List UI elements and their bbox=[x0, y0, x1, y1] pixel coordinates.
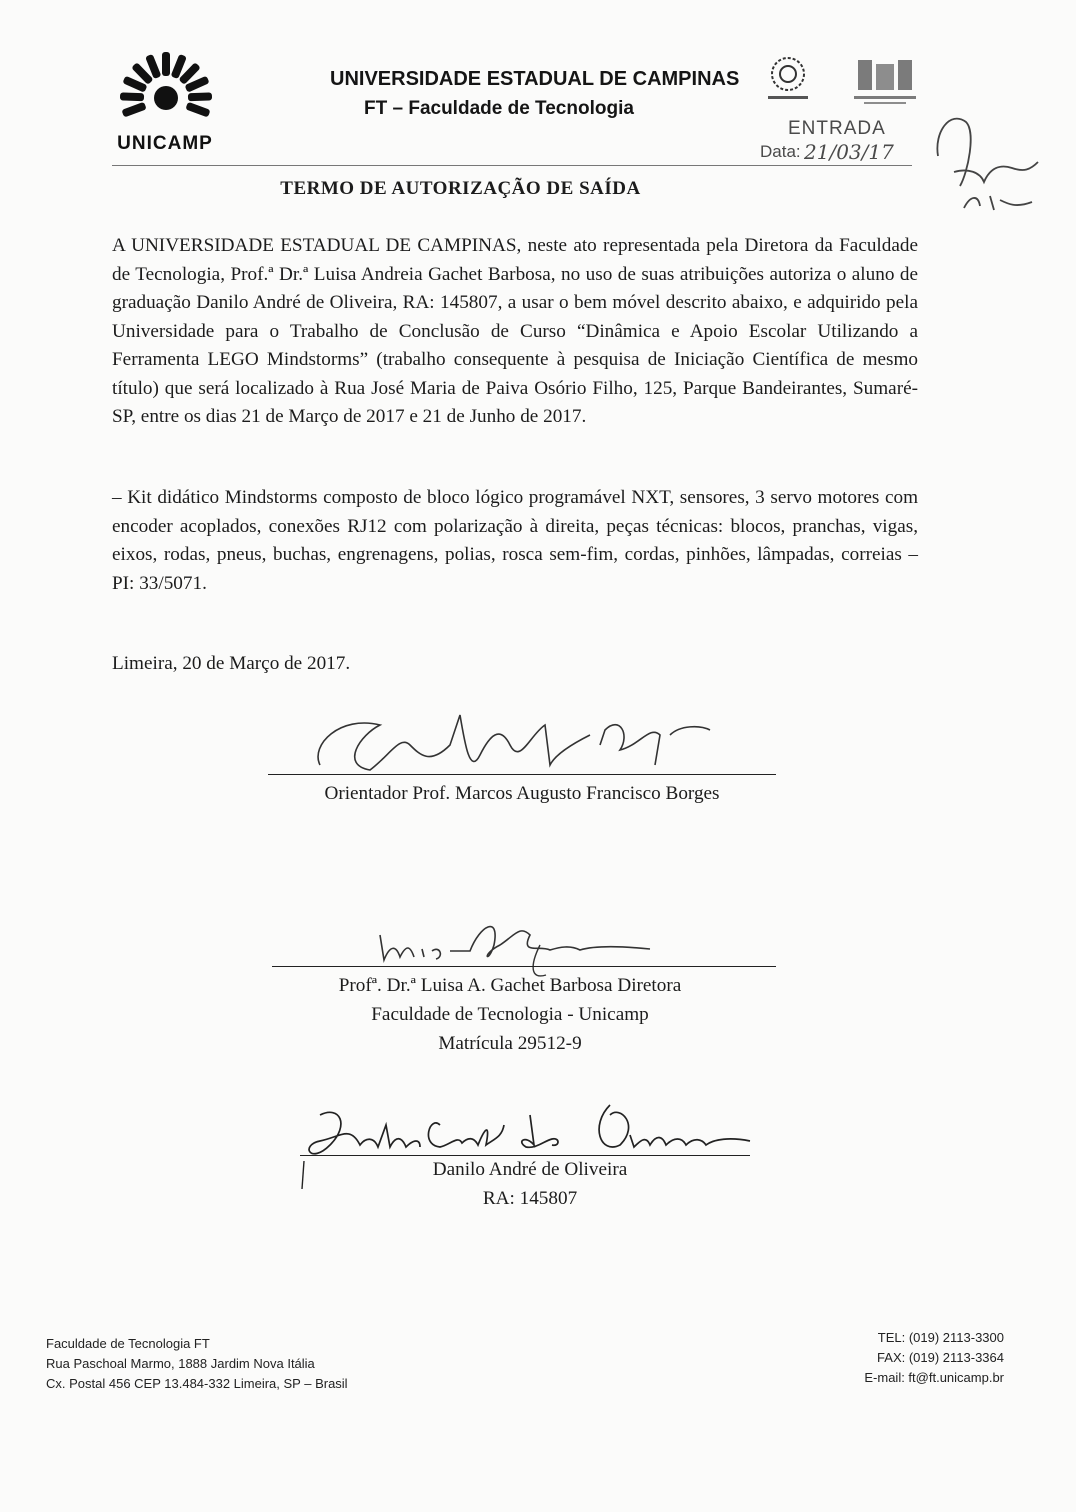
seal-icon bbox=[760, 50, 816, 106]
footer-email: E-mail: ft@ft.unicamp.br bbox=[864, 1370, 1004, 1385]
director-caption-name: Profª. Dr.ª Luisa A. Gachet Barbosa Diretora bbox=[338, 975, 682, 996]
footer-fax: FAX: (019) 2113-3364 bbox=[877, 1350, 1004, 1365]
logo-text: UNICAMP bbox=[117, 133, 213, 154]
item-description-paragraph: – Kit didático Mindstorms composto de bloco lógico programável NXT, sensores, 3 servo motores com encoder acoplados, conexões RJ12 com polarização à direita, peças técnicas: blocos, pranchas, vigas, eixos, rodas, pneus, buchas, engrenagens, polias, rosca sem-fim, cordas, pinhões, lâmpadas, correias – PI: 33/5071. bbox=[112, 487, 918, 594]
footer-tel: TEL: (019) 2113-3300 bbox=[877, 1330, 1004, 1345]
advisor-signature-icon bbox=[300, 695, 740, 795]
student-caption-ra: RA: 145807 bbox=[482, 1188, 578, 1209]
footer-street: Rua Paschoal Marmo, 1888 Jardim Nova Itália bbox=[46, 1356, 315, 1371]
stamp-date-value: 21/03/17 bbox=[804, 140, 894, 164]
place-date: Limeira, 20 de Março de 2017. bbox=[112, 653, 351, 674]
footer-address bbox=[46, 1334, 348, 1394]
footer-faculty: Faculdade de Tecnologia FT bbox=[46, 1336, 210, 1351]
emblem-icon bbox=[850, 54, 920, 110]
footer-contact bbox=[790, 1328, 1004, 1388]
header-divider bbox=[112, 165, 912, 166]
authorization-paragraph: A UNIVERSIDADE ESTADUAL DE CAMPINAS, neste ato representada pela Diretora da Faculdade de Tecnologia, Prof.ª Dr.ª Luisa Andreia Gachet Barbosa, no uso de suas atribuições autoriza o aluno de graduação Danilo André de Oliveira, RA: 145807, a usar o bem móvel descrito abaixo, e adquirido pela Universidade para o Trabalho de Conclusão de Curso “Dinâmica e Apoio Escolar Utilizando a Ferramenta LEGO Mindstorms” (trabalho consequente à pesquisa de Iniciação Científica de mesmo título) que será localizado à Rua José Maria de Paiva Osório Filho, 125, Parque Bandeirantes, Sumaré-SP, entre os dias 21 de Março de 2017 e 21 de Junho de 2017. bbox=[112, 235, 918, 427]
student-caption-name: Danilo André de Oliveira bbox=[432, 1159, 628, 1180]
faculty-name: FT – Faculdade de Tecnologia bbox=[364, 98, 634, 119]
director-caption-faculty: Faculdade de Tecnologia - Unicamp bbox=[371, 1004, 649, 1025]
stamp-date-label: Data: bbox=[760, 142, 801, 161]
director-signature-line bbox=[272, 966, 776, 967]
document-title: TERMO DE AUTORIZAÇÃO DE SAÍDA bbox=[280, 178, 641, 199]
stamp-label: ENTRADA bbox=[788, 118, 886, 139]
student-signature-line bbox=[300, 1155, 750, 1156]
footer-postal: Cx. Postal 456 CEP 13.484-332 Limeira, SP – Brasil bbox=[46, 1376, 348, 1391]
initials-signature-icon bbox=[920, 112, 1050, 222]
advisor-caption: Orientador Prof. Marcos Augusto Francisco Borges bbox=[324, 783, 720, 804]
university-name: UNIVERSIDADE ESTADUAL DE CAMPINAS bbox=[330, 68, 740, 90]
director-caption-registration: Matrícula 29512-9 bbox=[438, 1033, 582, 1054]
advisor-signature-line bbox=[268, 774, 776, 775]
director-signature-icon bbox=[370, 905, 670, 980]
entry-stamp bbox=[760, 118, 925, 178]
